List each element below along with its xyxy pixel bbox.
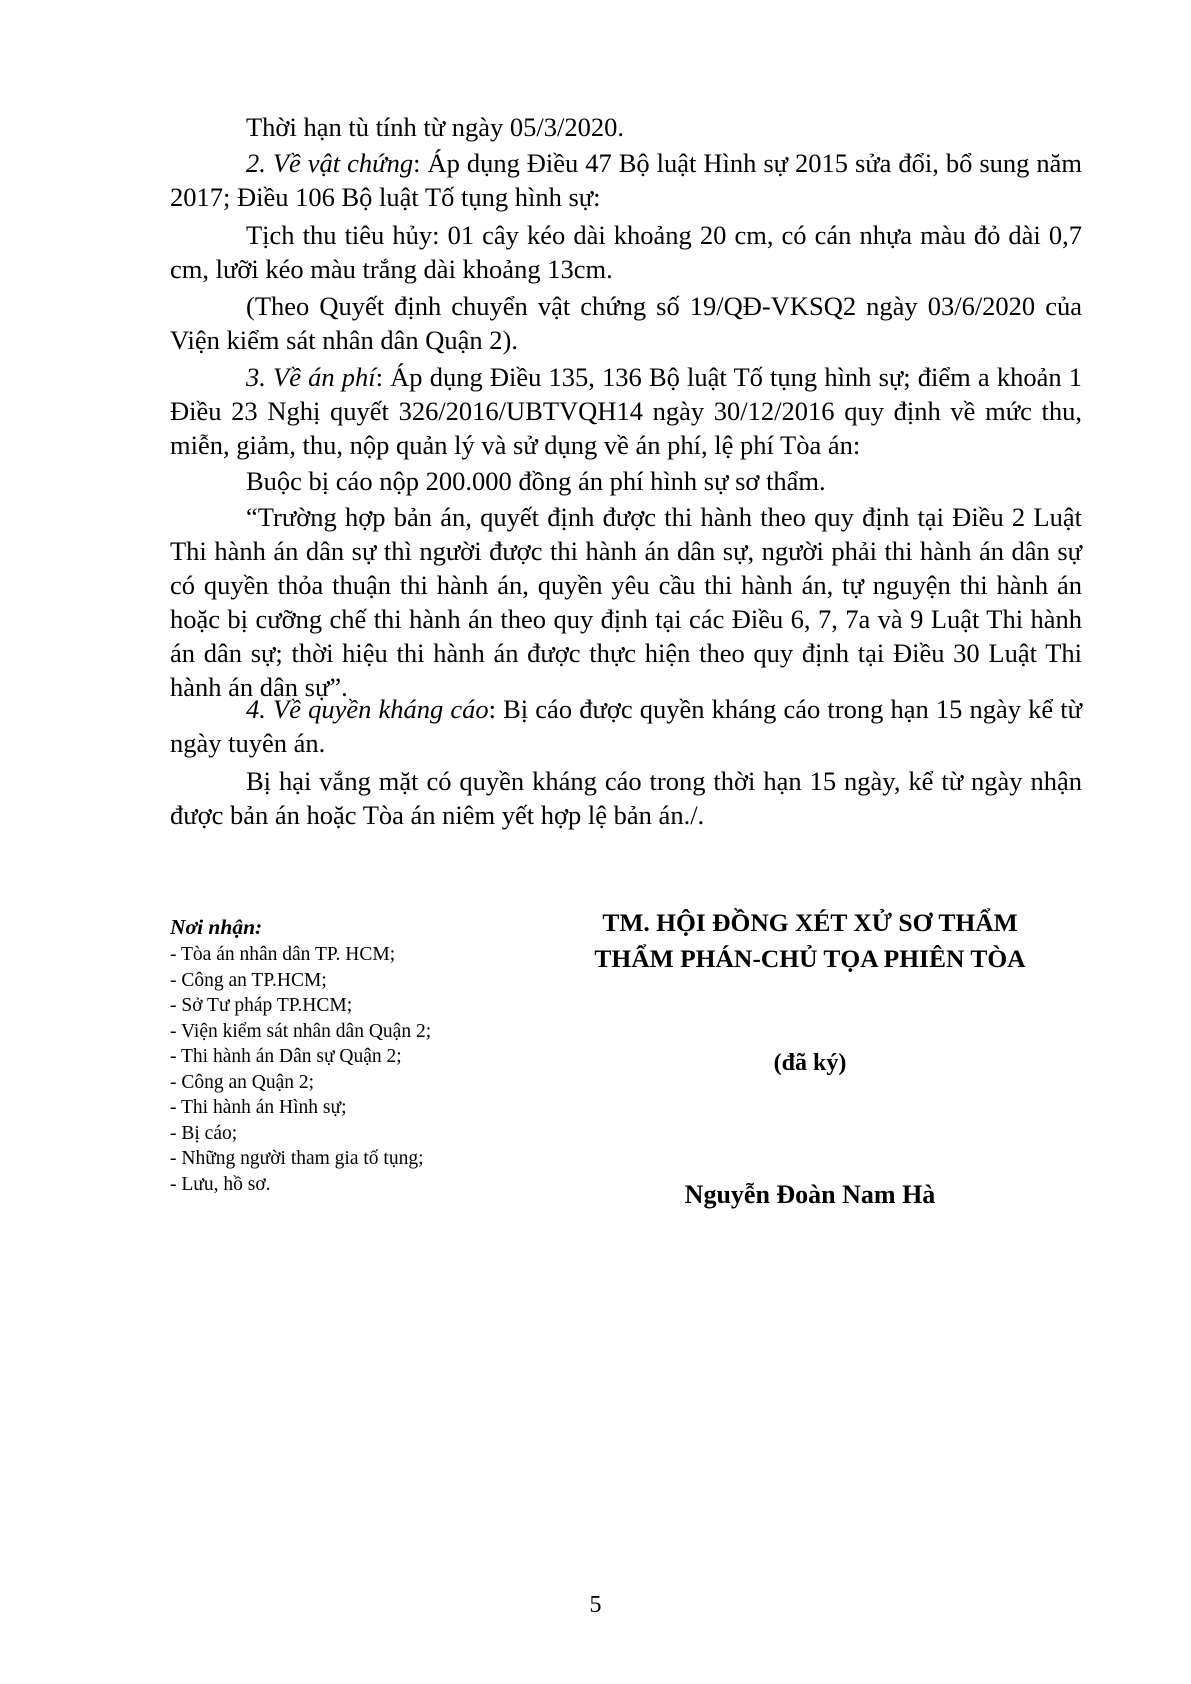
court-fee-heading: 3. Về án phí [246,362,376,392]
enforcement-paragraph [170,500,1082,704]
evidence-text: : Áp dụng Điều 47 Bộ luật Hình sự 2015 sửa đổi, bổ sung năm 2017; Điều 106 Bộ luật Tố tụng hình sự: [170,148,1082,212]
signature-title-line1: TM. HỘI ĐỒNG XÉT XỬ SƠ THẨM [602,908,1018,937]
appeal-heading: 4. Về quyền kháng cáo [246,694,489,724]
court-fee-text: : Áp dụng Điều 135, 136 Bộ luật Tố tụng hình sự; điểm a khoản 1 Điều 23 Nghị quyết 326/2016/UBTVQH14 ngày 30/12/2016 quy định về mức thu, miễn, giảm, thu, nộp quản lý và sử dụng về án phí, lệ phí Tòa án: [170,362,1082,460]
recipient-item: - Bị cáo; [170,1122,238,1144]
appeal-paragraph [170,692,1082,760]
recipient-item: - Công an Quận 2; [170,1071,315,1093]
signer-name: Nguyễn Đoàn Nam Hà [684,1180,936,1209]
page-number: 5 [589,1592,602,1618]
appeal-text: : Bị cáo được quyền kháng cáo trong hạn 15 ngày kể từ ngày tuyên án. [170,694,1082,758]
recipient-item: - Viện kiểm sát nhân dân Quận 2; [170,1020,432,1042]
signed-note: (đã ký) [773,1050,847,1076]
recipient-item: - Tòa án nhân dân TP. HCM; [170,944,396,965]
recipients-block [170,912,530,1197]
fee-payment-text: Buộc bị cáo nộp 200.000 đồng án phí hình sự sơ thẩm. [246,466,826,496]
evidence-paragraph [170,146,1082,214]
recipient-item: - Công an TP.HCM; [170,969,327,991]
signature-title-line2: THẨM PHÁN-CHỦ TỌA PHIÊN TÒA [594,944,1026,973]
fee-payment-paragraph [170,464,1082,498]
recipient-item: - Những người tham gia tố tụng; [170,1148,424,1169]
recipient-item: - Thi hành án Dân sự Quận 2; [170,1046,402,1067]
recipient-item: - Thi hành án Hình sự; [170,1097,347,1118]
victim-appeal-paragraph [170,764,1082,832]
recipients-list [170,942,530,1197]
victim-appeal-text: Bị hại vắng mặt có quyền kháng cáo trong thời hạn 15 ngày, kể từ ngày nhận được bản án hoặc Tòa án niêm yết hợp lệ bản án./. [170,766,1082,830]
evidence-transfer-paragraph [170,289,1082,357]
prison-term-text: Thời hạn tù tính từ ngày 05/3/2020. [246,112,625,142]
prison-term-paragraph [170,110,1082,144]
signature-block [530,905,1090,1209]
evidence-heading: 2. Về vật chứng [246,148,414,178]
recipients-heading: Nơi nhận: [170,915,263,939]
confiscation-paragraph [170,218,1082,286]
court-fee-paragraph [170,360,1082,462]
confiscation-text: Tịch thu tiêu hủy: 01 cây kéo dài khoảng 20 cm, có cán nhựa màu đỏ dài 0,7 cm, lưỡi kéo màu trắng dài khoảng 13cm. [170,220,1082,284]
recipient-item: - Lưu, hồ sơ. [170,1173,271,1195]
enforcement-text: “Trường hợp bản án, quyết định được thi hành theo quy định tại Điều 2 Luật Thi hành án dân sự thì người được thi hành án dân sự, người phải thi hành án dân sự có quyền thỏa thuận thi hành án, quyền yêu cầu thi hành án, tự nguyện thi hành án hoặc bị cưỡng chế thi hành án theo quy định tại các Điều 6, 7, 7a và 9 Luật Thi hành án dân sự; thời hiệu thi hành án được thực hiện theo quy định tại Điều 30 Luật Thi hành án dân sự”. [170,502,1082,702]
evidence-transfer-text: (Theo Quyết định chuyển vật chứng số 19/QĐ-VKSQ2 ngày 03/6/2020 của Viện kiểm sát nhân dân Quận 2). [170,291,1082,355]
recipient-item: - Sở Tư pháp TP.HCM; [170,995,353,1016]
